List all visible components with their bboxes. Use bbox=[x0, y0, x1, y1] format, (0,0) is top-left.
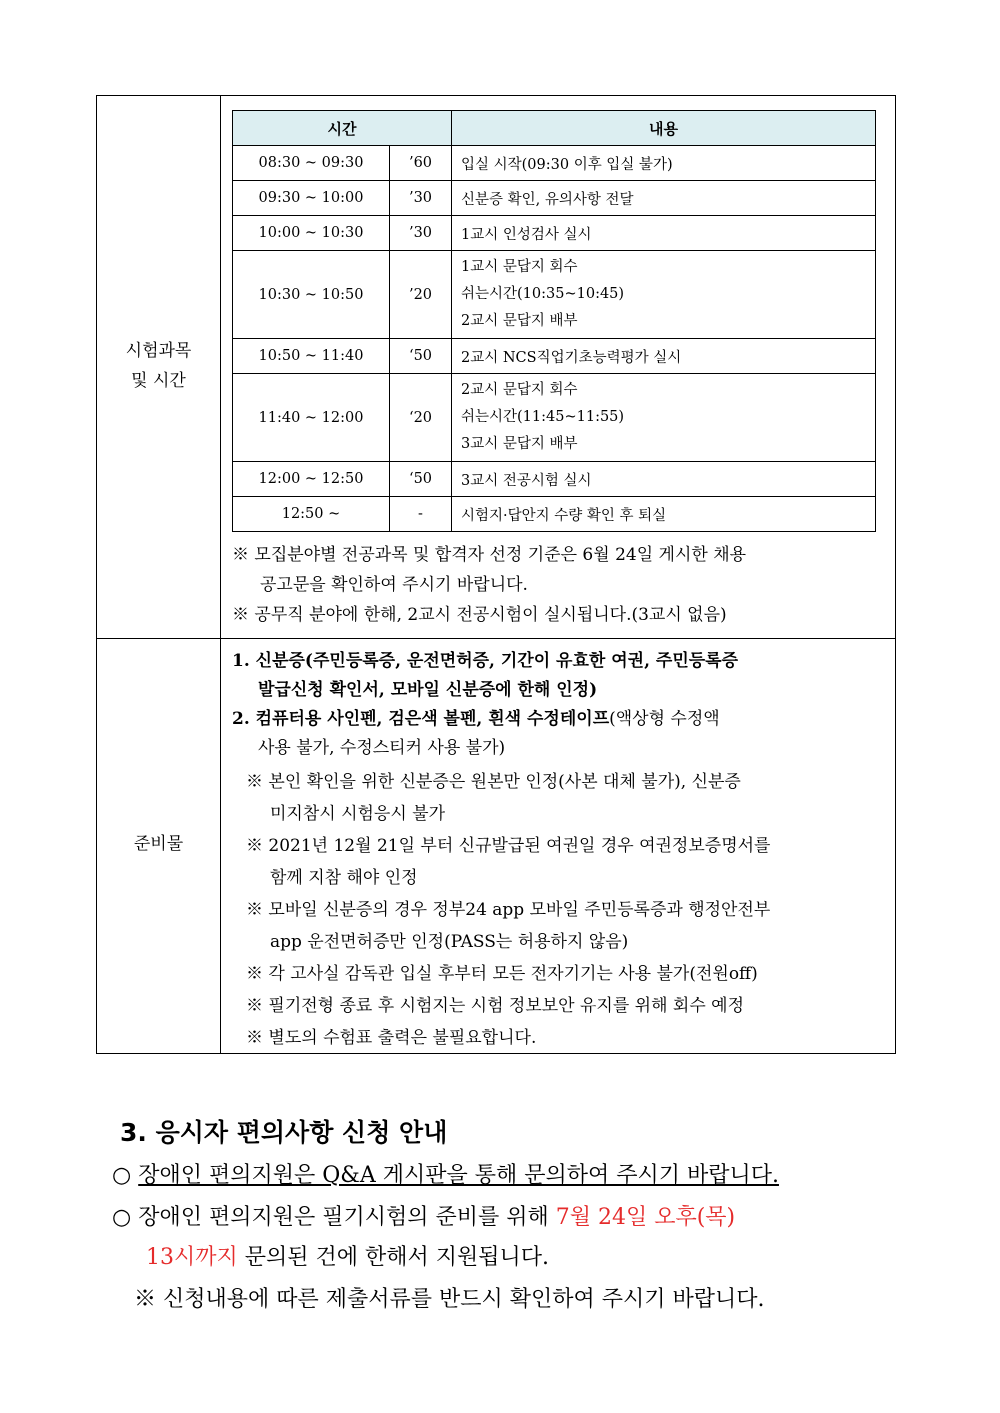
remark-line: ※ 모바일 신분증의 경우 정부24 app 모바일 주민등록증과 행정안전부 bbox=[246, 900, 771, 920]
exam-subject-label: 시험과목 및 시간 bbox=[125, 341, 192, 391]
remark-line: ※ 2021년 12월 21일 부터 신규발급된 여권일 경우 여권정보증명서를 bbox=[246, 836, 771, 856]
supplies-label: 준비물 bbox=[133, 834, 184, 854]
row-content: 시험지·답안지 수량 확인 후 퇴실 bbox=[452, 497, 876, 532]
remark-line: ※ 각 고사실 감독관 입실 후부터 모든 전자기기는 사용 불가(전원off) bbox=[246, 964, 758, 984]
bullet-icon: ○ bbox=[112, 1205, 132, 1230]
supply-item: 1. 신분증(주민등록증, 운전면허증, 기간이 유효한 여권, 주민등록증 bbox=[232, 651, 739, 671]
underlined-notice: 장애인 편의지원은 Q&A 게시판을 통해 문의하여 주시기 바랍니다. bbox=[138, 1163, 779, 1188]
supply-item: 사용 불가, 수정스티커 사용 불가) bbox=[258, 738, 506, 758]
content-line: 쉬는시간(11:45~11:55) bbox=[461, 409, 625, 425]
row-duration: ’60 bbox=[390, 146, 452, 181]
table-row bbox=[233, 462, 876, 497]
table-row bbox=[233, 497, 876, 532]
row-duration: ‘20 bbox=[390, 374, 452, 462]
note-line: 공고문을 확인하여 주시기 바랍니다. bbox=[260, 575, 528, 595]
section-line bbox=[134, 1282, 765, 1313]
row-content bbox=[452, 251, 876, 339]
table-divider-horizontal bbox=[97, 638, 895, 639]
row-duration: ’30 bbox=[390, 216, 452, 251]
content-line: 2교시 문답지 배부 bbox=[461, 313, 578, 329]
header-content: 내용 bbox=[452, 111, 876, 146]
row-content: 2교시 NCS직업기초능력평가 실시 bbox=[452, 339, 876, 374]
content-line: 2교시 문답지 회수 bbox=[461, 382, 578, 398]
table-row bbox=[233, 339, 876, 374]
schedule-table bbox=[232, 110, 876, 532]
remark-line: ※ 필기전형 종료 후 시험지는 시험 정보보안 유지를 위해 회수 예정 bbox=[246, 996, 745, 1016]
row-time: 12:00 ~ 12:50 bbox=[233, 462, 390, 497]
remark-line: app 운전면허증만 인정(PASS는 허용하지 않음) bbox=[270, 932, 629, 952]
content-line: 쉬는시간(10:35~10:45) bbox=[461, 286, 625, 302]
note-line: ※ 공무직 분야에 한해, 2교시 전공시험이 실시됩니다.(3교시 없음) bbox=[232, 605, 727, 625]
row-time: 10:30 ~ 10:50 bbox=[233, 251, 390, 339]
row-content: 입실 시작(09:30 이후 입실 불가) bbox=[452, 146, 876, 181]
supply-item bbox=[232, 705, 892, 734]
section-line bbox=[112, 1158, 779, 1189]
table-row bbox=[233, 216, 876, 251]
section-line bbox=[112, 1200, 735, 1231]
row-duration: - bbox=[390, 497, 452, 532]
table-divider-vertical bbox=[220, 96, 221, 1053]
header-time: 시간 bbox=[233, 111, 452, 146]
supply-item-rest: (액상형 수정액 bbox=[609, 709, 720, 729]
row-time: 09:30 ~ 10:00 bbox=[233, 181, 390, 216]
row-time: 11:40 ~ 12:00 bbox=[233, 374, 390, 462]
supply-item-bold: 2. 컴퓨터용 사인펜, 검은색 볼펜, 흰색 수정테이프 bbox=[232, 709, 610, 729]
bullet-icon: ○ bbox=[112, 1163, 132, 1188]
row-duration: ’20 bbox=[390, 251, 452, 339]
remark-line: 미지참시 시험응시 불가 bbox=[270, 804, 446, 824]
row-time: 10:50 ~ 11:40 bbox=[233, 339, 390, 374]
notice-text: 문의된 건에 한해서 지원됩니다. bbox=[237, 1245, 550, 1270]
remark-line: ※ 본인 확인을 위한 신분증은 원본만 인정(사본 대체 불가), 신분증 bbox=[246, 772, 741, 792]
row-duration: ‘50 bbox=[390, 462, 452, 497]
content-line: 3교시 문답지 배부 bbox=[461, 436, 578, 452]
notice-text: ※ 신청내용에 따른 제출서류를 반드시 확인하여 주시기 바랍니다. bbox=[134, 1287, 765, 1312]
row-duration: ’30 bbox=[390, 181, 452, 216]
row-duration: ‘50 bbox=[390, 339, 452, 374]
schedule-header-row bbox=[233, 111, 876, 146]
row-content: 신분증 확인, 유의사항 전달 bbox=[452, 181, 876, 216]
deadline-time: 13시까지 bbox=[146, 1245, 238, 1270]
section-title: 3. 응시자 편의사항 신청 안내 bbox=[120, 1118, 448, 1147]
row-content: 1교시 인성검사 실시 bbox=[452, 216, 876, 251]
table-row bbox=[233, 251, 876, 339]
deadline-text: 7월 24일 오후(목) bbox=[555, 1205, 736, 1230]
note-line: ※ 모집분야별 전공과목 및 합격자 선정 기준은 6월 24일 게시한 채용 bbox=[232, 545, 747, 565]
supplies-list bbox=[232, 647, 892, 1054]
table-row bbox=[233, 181, 876, 216]
row-content bbox=[452, 374, 876, 462]
schedule-notes bbox=[232, 540, 892, 630]
table-row bbox=[233, 146, 876, 181]
row-content: 3교시 전공시험 실시 bbox=[452, 462, 876, 497]
content-line: 1교시 문답지 회수 bbox=[461, 259, 578, 275]
section-line bbox=[146, 1240, 549, 1271]
remark-line: ※ 별도의 수험표 출력은 불필요합니다. bbox=[246, 1028, 537, 1048]
notice-text: 장애인 편의지원은 필기시험의 준비를 위해 bbox=[138, 1205, 556, 1230]
supply-item: 발급신청 확인서, 모바일 신분증에 한해 인정) bbox=[258, 680, 598, 700]
row-time: 12:50 ~ bbox=[233, 497, 390, 532]
row-time: 10:00 ~ 10:30 bbox=[233, 216, 390, 251]
table-row bbox=[233, 374, 876, 462]
remark-line: 함께 지참 해야 인정 bbox=[270, 868, 418, 888]
row-time: 08:30 ~ 09:30 bbox=[233, 146, 390, 181]
